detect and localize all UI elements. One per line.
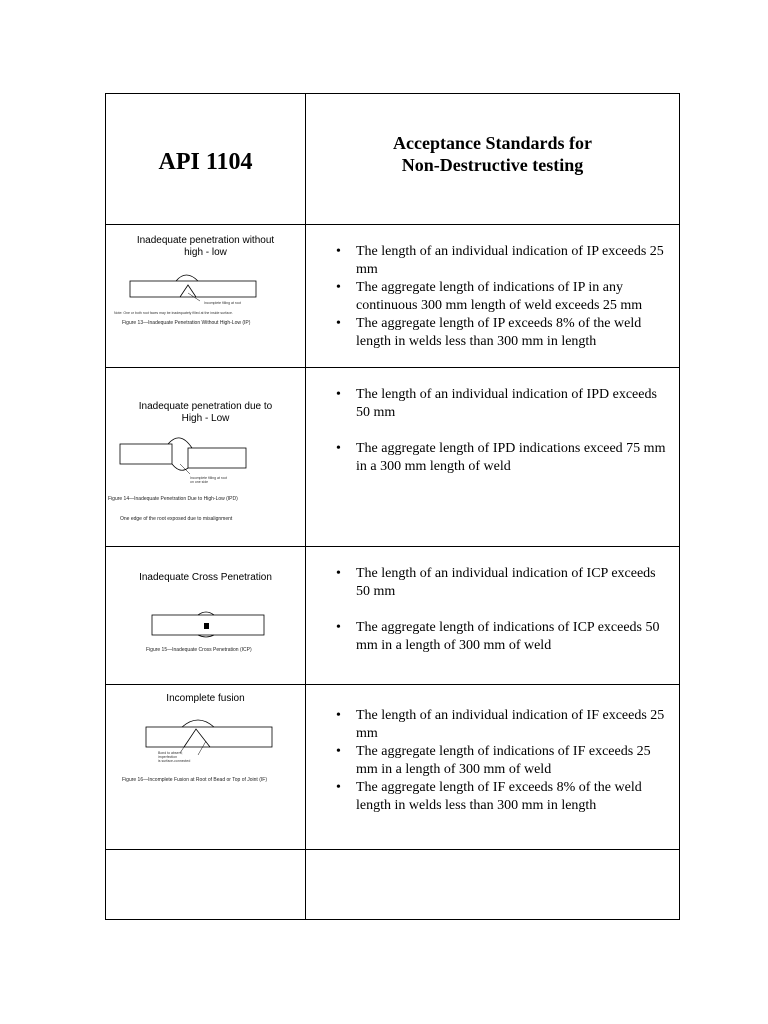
figure-title-line2: High - Low — [181, 413, 230, 424]
page-title-line2: Non-Destructive testing — [401, 155, 584, 175]
figure-cell-ipd — [106, 368, 306, 547]
header-row — [106, 94, 680, 225]
figure-note: Incomplete filling at root — [204, 301, 241, 305]
criteria-list-ip — [306, 243, 679, 351]
header-left-cell — [106, 94, 306, 225]
list-item: • The aggregate length of IPD indications exceed 75 mm in a 300 mm length of weld — [336, 440, 673, 476]
empty-cell-right — [306, 850, 680, 920]
weld-diagram-ip — [128, 271, 258, 311]
figure-title — [106, 401, 305, 425]
figure-title-line1: Inadequate penetration without — [136, 235, 275, 246]
table-row-ip — [106, 225, 680, 368]
figure-note-line2: imperfection — [158, 755, 178, 759]
criteria-list-if — [306, 707, 679, 815]
figure-title-line1: Inadequate penetration due to — [138, 401, 273, 412]
list-item: • The aggregate length of IF exceeds 8% of the weld length in welds less than 300 mm in length — [336, 779, 673, 815]
figure-title — [106, 235, 305, 259]
criteria-cell-icp — [306, 547, 680, 685]
page-title-line1: Acceptance Standards for — [393, 133, 592, 153]
list-item: • The length of an individual indication of ICP exceeds 50 mm — [336, 565, 673, 601]
empty-cell-left — [106, 850, 306, 920]
figure-small-text: Note: One or both root faces may be inadequately filled at the inside surface. — [114, 311, 233, 315]
list-item: • The aggregate length of indications of IP in any continuous 300 mm length of weld exceeds 25 mm — [336, 279, 673, 315]
list-item: • The length of an individual indication of IF exceeds 25 mm — [336, 707, 673, 743]
list-item: • The length of an individual indication of IP exceeds 25 mm — [336, 243, 673, 279]
figure-caption: Figure 15—Inadequate Cross Penetration (ICP) — [146, 647, 252, 653]
standard-title: API 1104 — [158, 149, 253, 175]
criteria-list-icp — [306, 565, 679, 655]
figure-cell-if — [106, 685, 306, 850]
figure-cell-icp — [106, 547, 306, 685]
figure-note — [158, 751, 190, 763]
figure-caption: Figure 14—Inadequate Penetration Due to High-Low (IPD) — [108, 496, 238, 502]
weld-diagram-ipd — [118, 434, 248, 478]
figure-small-text: One edge of the root exposed due to misalignment — [120, 516, 233, 522]
page-title — [306, 132, 679, 176]
figure-caption: Figure 13—Inadequate Penetration Without High-Low (IP) — [122, 320, 251, 326]
figure-title: Incomplete fusion — [166, 693, 245, 704]
list-item: • The aggregate length of indications of IF exceeds 25 mm in a length of 300 mm of weld — [336, 743, 673, 779]
list-item: • The aggregate length of IP exceeds 8% of the weld length in welds less than 300 mm in length — [336, 315, 673, 351]
table-row-if — [106, 685, 680, 850]
criteria-cell-ip — [306, 225, 680, 368]
figure-note — [190, 476, 227, 484]
figure-note-line1: Bond to absent; — [158, 751, 183, 755]
figure-caption: Figure 16—Incomplete Fusion at Root of Bead or Top of Joint (IF) — [122, 777, 267, 783]
criteria-list-ipd — [306, 386, 679, 476]
criteria-cell-ipd — [306, 368, 680, 547]
header-right-cell — [306, 94, 680, 225]
figure-cell-ip — [106, 225, 306, 368]
criteria-cell-if — [306, 685, 680, 850]
list-item: • The aggregate length of indications of ICP exceeds 50 mm in a length of 300 mm of weld — [336, 619, 673, 655]
table-row-empty — [106, 850, 680, 920]
figure-title-line2: high - low — [184, 247, 227, 258]
figure-title: Inadequate Cross Penetration — [139, 572, 272, 583]
table-row-icp — [106, 547, 680, 685]
acceptance-standards-table — [105, 93, 680, 920]
list-item: • The length of an individual indication of IPD exceeds 50 mm — [336, 386, 673, 422]
figure-note-line2: on one side — [190, 480, 209, 484]
figure-note-line1: Incomplete filling at root — [190, 476, 227, 480]
weld-diagram-if — [144, 719, 274, 755]
figure-note-line3: is surface-connected — [158, 759, 191, 763]
weld-diagram-icp — [150, 609, 266, 639]
table-row-ipd — [106, 368, 680, 547]
